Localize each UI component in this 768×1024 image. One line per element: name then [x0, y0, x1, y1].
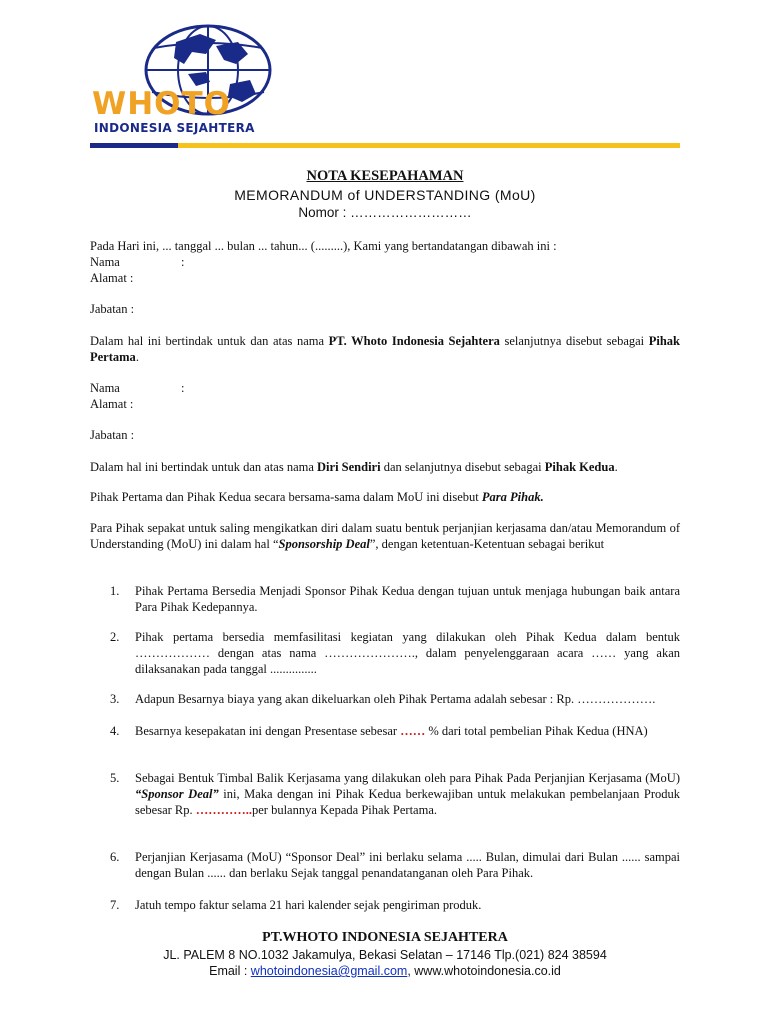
- agreement-text: Para Pihak sepakat untuk saling mengikatkan diri dalam suatu bentuk perjanjian kerjasama dan/atau Memorandum of Understanding (MoU) ini dalam hal “Sponsorship Deal”, dengan ketentuan-Ketentuan sebagai berikut: [90, 521, 680, 551]
- party1-company: PT. Whoto Indonesia Sejahtera: [328, 334, 500, 348]
- header-rule-blue: [90, 143, 178, 148]
- company-logo: [88, 24, 288, 136]
- party2-nama-label: Nama: [90, 381, 120, 395]
- party1-description: Dalam hal ini bertindak untuk dan atas nama PT. Whoto Indonesia Sejahtera selanjutnya disebut sebagai Pihak Pertama.: [90, 334, 680, 364]
- intro-text: Pada Hari ini, ... tanggal ... bulan ... tahun... (.........), Kami yang bertandatangan dibawah ini :: [90, 239, 557, 253]
- para-pihak-text: Pihak Pertama dan Pihak Kedua secara bersama-sama dalam MoU ini disebut Para Pihak.: [90, 490, 544, 504]
- footer-company: PT.WHOTO INDONESIA SEJAHTERA: [262, 930, 508, 945]
- list-item: 2. Pihak pertama bersedia memfasilitasi kegiatan yang dilakukan oleh Pihak Kedua dalam bentuk ……………… dengan atas nama …………………., dalam penyelenggaraan acara …… yang akan dilaksanakan pada tanggal ...............: [110, 630, 680, 676]
- list-item: 5. Sebagai Bentuk Timbal Balik Kerjasama yang dilakukan oleh para Pihak Pada Perjanjian Kerjasama (MoU) “Sponsor Deal” ini, Maka dengan ini Pihak Kedua berkewajiban untuk melakukan pembelanjaan Produk sebesar Rp. …………..per bulannya Kepada Pihak Pertama.: [110, 771, 680, 817]
- party2-nama-colon: :: [181, 381, 185, 395]
- list-item: 4. Besarnya kesepakatan ini dengan Presentase sebesar …… % dari total pembelian Pihak Kedua (HNA): [110, 724, 648, 738]
- party1-nama-colon: :: [181, 255, 185, 269]
- para-pihak-term: Para Pihak.: [481, 490, 544, 504]
- list-item: 3. Adapun Besarnya biaya yang akan dikeluarkan oleh Pihak Pertama adalah sebesar : Rp. ……………….: [110, 692, 656, 706]
- document-title: NOTA KESEPAHAMAN: [306, 168, 464, 184]
- party2-role: Pihak Kedua: [544, 460, 615, 474]
- party1-jabatan-label: Jabatan :: [90, 302, 135, 316]
- party1-alamat-label: Alamat :: [90, 271, 134, 285]
- footer: [90, 929, 680, 979]
- footer-address: JL. PALEM 8 NO.1032 Jakamulya, Bekasi Selatan – 17146 Tlp.(021) 824 38594: [163, 948, 607, 962]
- list-item: 1. Pihak Pertama Bersedia Menjadi Sponsor Pihak Kedua dengan tujuan untuk menjaga hubungan baik antara Para Pihak Kedepannya.: [110, 584, 680, 614]
- party2-alamat-label: Alamat :: [90, 397, 134, 411]
- email-link[interactable]: whotoindonesia@gmail.com: [250, 964, 408, 978]
- list-item: 6. Perjanjian Kerjasama (MoU) “Sponsor Deal” ini berlaku selama ..... Bulan, dimulai dari Bulan ...... sampai dengan Bulan ...... dan berlaku Sejak tanggal penandatanganan oleh Para Pihak.: [110, 850, 680, 880]
- party1-nama-label: Nama: [90, 255, 120, 269]
- header-rule-yellow: [178, 143, 680, 148]
- document-subtitle: MEMORANDUM of UNDERSTANDING (MoU): [234, 187, 536, 203]
- title-block: [90, 167, 680, 222]
- footer-contact: Email : whotoindonesia@gmail.com, www.whotoindonesia.co.id: [209, 964, 561, 978]
- list-item: 7. Jatuh tempo faktur selama 21 hari kalender sejak pengiriman produk.: [110, 898, 482, 912]
- agreement-term: Sponsorship Deal: [278, 537, 370, 551]
- logo-brand: WHOTO: [92, 86, 231, 122]
- footer-website: , www.whotoindonesia.co.id: [407, 964, 561, 978]
- logo-tagline: INDONESIA SEJAHTERA: [94, 121, 255, 135]
- party2-description: Dalam hal ini bertindak untuk dan atas nama Diri Sendiri dan selanjutnya disebut sebagai Pihak Kedua.: [90, 460, 618, 474]
- party2-jabatan-label: Jabatan :: [90, 428, 135, 442]
- document-number: Nomor : ………………………: [298, 205, 472, 220]
- party1-role: Pihak Pertama: [90, 334, 680, 364]
- party2-self: Diri Sendiri: [317, 460, 381, 474]
